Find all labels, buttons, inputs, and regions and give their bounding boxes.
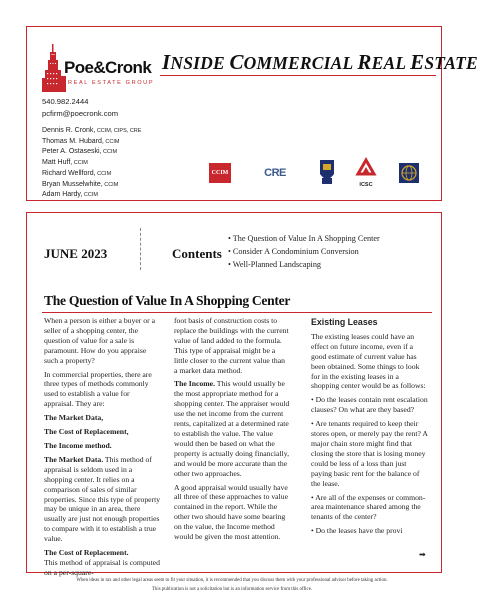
icsc-logo-icon — [355, 158, 377, 186]
email-address: pcfirm@poecronk.com — [42, 109, 119, 118]
method-heading: The Cost of Replacement, — [44, 427, 129, 437]
paragraph: When a person is either a buyer or a seller of a shopping center, the question of value for a sale is paramount. How do you appraise such a property? — [44, 316, 155, 365]
article-column-3 — [311, 316, 429, 540]
team-member: Dennis R. Cronk, CCIM, CIPS, CRE — [42, 127, 142, 134]
disclaimer-line-1: When ideas in tax and other legal areas seem to fit your situation, it is recommended that you discuss them with your professional advisor before taking action. — [76, 578, 388, 583]
paragraph: This method of appraisal is computed on a per-square- — [44, 557, 160, 577]
paragraph: In commercial properties, there are three types of methods commonly used to establish a value for appraisal. They are: — [44, 369, 152, 409]
building-logo-icon — [42, 44, 66, 92]
contents-label: Contents — [172, 246, 222, 261]
team-member: Matt Huff, CCIM — [42, 159, 88, 167]
method-heading: The Market Data, — [44, 413, 104, 423]
team-member: Peter A. Ostaseski, CCIM — [42, 148, 118, 156]
team-member: Bryan Musselwhite, CCIM — [42, 180, 119, 188]
disclaimer-line-2: This publication is not a solicitation but is an information service from this office. — [151, 587, 313, 592]
cre-badge-icon: CRE — [264, 167, 286, 179]
team-member: Thomas M. Hubard, CCIM — [42, 137, 120, 145]
globe-emblem-icon — [398, 162, 420, 184]
sior-emblem-icon — [318, 158, 336, 186]
paragraph: The existing leases could have an effect on future income, even if a good estimate of current value has been obtained. Some things to look for in the existing leases in a shopping center would be as follows: — [311, 331, 426, 391]
team-member: Richard Wellford, CCIM — [42, 169, 112, 177]
bullet-item: • Do the leases contain rent escalation clauses? On what are they based? — [311, 395, 428, 415]
method-heading: The Income method. — [44, 440, 112, 450]
team-member: Adam Hardy, CCIM — [42, 191, 98, 199]
issue-date: JUNE 2023 — [44, 246, 108, 261]
ccim-badge-icon: CCIM — [209, 163, 231, 183]
firm-logo — [42, 44, 155, 94]
dashed-divider — [140, 228, 141, 270]
article-column-2 — [174, 316, 290, 546]
table-of-contents — [228, 232, 380, 272]
toc-item[interactable]: • Consider A Condominium Conversion — [228, 247, 359, 257]
paragraph: The Income. This would usually be the most appropriate method for a shopping center. The appraiser would use the net income from the current rents, capitalized at a determined rate to establish the value. The value would then be based on what the property is actually doing financially, and would be more accurate than the other two approaches. — [174, 379, 290, 478]
article-column-1 — [44, 316, 161, 582]
newsletter-title: INSIDE COMMERCIAL REAL ESTATE — [162, 50, 478, 74]
paragraph: A good appraisal would usually have all three of these approaches to value contained in the report. While the other two should have some bearing on the value, the Income method would be given the most attention. — [174, 482, 288, 542]
article-divider — [42, 312, 432, 313]
phone-number: 540.982.2444 — [42, 97, 89, 106]
continue-arrow-icon[interactable]: ➡ — [419, 550, 426, 559]
toc-item[interactable]: • Well-Planned Landscaping — [228, 260, 322, 270]
title-divider — [160, 75, 436, 76]
icsc-label: ICSC — [359, 182, 373, 188]
bullet-item: • Are tenants required to keep their stores open, or merely pay the rent? A major chain store might find that closing the store that is losing money could be less of a loss than just paying basic rent for the balance of the lease. — [311, 419, 428, 488]
article-title: The Question of Value In A Shopping Center — [44, 293, 291, 308]
firm-tagline: REAL ESTATE GROUP — [68, 80, 155, 86]
toc-item[interactable]: • The Question of Value In A Shopping Center — [228, 234, 380, 243]
paragraph: The Market Data. This method of appraisal is seldom used in a shopping center. It relies on a comparison of sales of similar properties. Since this type of property may be unique in an area, there usually are just not enough properties to compare with it to establish a true value. — [44, 454, 161, 544]
firm-name: Poe&Cronk — [64, 58, 152, 77]
method-heading: The Cost of Replacement. — [44, 548, 129, 558]
bullet-item: • Do the leases have the provi — [311, 526, 403, 536]
bullet-item: • Are all of the expenses or common-area maintenance shared among the tenants of the center? — [311, 492, 426, 522]
section-heading: Existing Leases — [311, 317, 378, 327]
team-list — [42, 126, 141, 201]
paragraph: foot basis of construction costs to replace the buildings with the current value of land added to the formula. This type of appraisal might be a little closer to the current value than a market data method. — [174, 316, 289, 375]
